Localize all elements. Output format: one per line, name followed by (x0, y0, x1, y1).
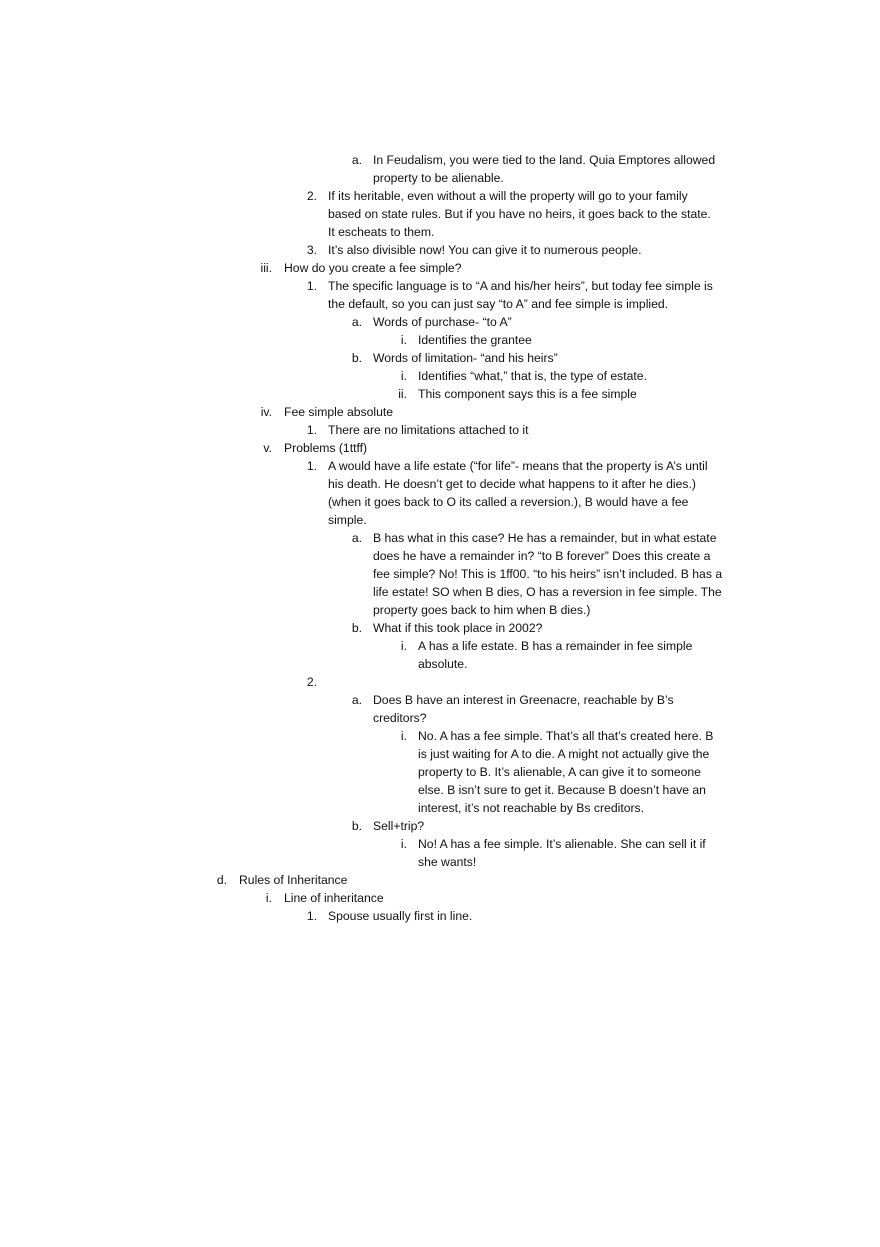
list-marker: iii. (260, 261, 272, 275)
outline-item (0, 529, 880, 619)
list-marker: a. (351, 153, 362, 167)
item-text-line: A has a life estate. B has a remainder in fee simple (418, 639, 693, 653)
item-text-line: she wants! (418, 855, 477, 869)
item-text-line: Words of purchase- “to A” (373, 315, 512, 329)
item-text-line: interest, it’s not reachable by Bs creditors. (418, 801, 645, 815)
outline-item (0, 421, 880, 439)
list-marker: i. (400, 639, 407, 653)
item-text-line: the default, so you can just say “to A” and fee simple is implied. (328, 297, 669, 311)
item-text-line: There are no limitations attached to it (328, 423, 529, 437)
item-text-line: property to be alienable. (373, 171, 504, 185)
item-text-line: It’s also divisible now! You can give it to numerous people. (328, 243, 642, 257)
outline-item (0, 385, 880, 403)
list-marker: 1. (306, 459, 317, 473)
outline-item (0, 331, 880, 349)
list-marker: d. (216, 873, 227, 887)
list-marker: b. (351, 621, 362, 635)
item-text-line: It escheats to them. (328, 225, 435, 239)
item-text-line: property to B. It’s alienable, A can give it to someone (418, 765, 701, 779)
item-text-line: Spouse usually first in line. (328, 909, 473, 923)
item-text-line: property goes back to him when B dies.) (373, 603, 591, 617)
outline-item (0, 403, 880, 421)
item-text-line: life estate! SO when B dies, O has a reversion in fee simple. The (373, 585, 722, 599)
list-marker: a. (351, 531, 362, 545)
item-text-line: else. B isn’t sure to get it. Because B doesn’t have an (418, 783, 706, 797)
item-text-line: This component says this is a fee simple (418, 387, 637, 401)
outline-item (0, 313, 880, 331)
list-marker: i. (400, 333, 407, 347)
item-text-line: Does B have an interest in Greenacre, reachable by B’s (373, 693, 674, 707)
list-marker: b. (351, 351, 362, 365)
item-text-line: B has what in this case? He has a remainder, but in what estate (373, 531, 717, 545)
list-marker: a. (351, 693, 362, 707)
outline-item (0, 457, 880, 529)
outline-item (0, 349, 880, 367)
outline-item (0, 277, 880, 313)
list-marker: v. (263, 441, 272, 455)
item-text-line: Identifies the grantee (418, 333, 532, 347)
item-text-line: Identifies “what,” that is, the type of estate. (418, 369, 647, 383)
item-text-line: In Feudalism, you were tied to the land. Quia Emptores allowed (373, 153, 716, 167)
outline-item (0, 907, 880, 925)
list-marker: 1. (306, 423, 317, 437)
outline-item (0, 259, 880, 277)
list-marker: iv. (260, 405, 272, 419)
item-text-line: A would have a life estate (“for life”- means that the property is A’s until (328, 459, 708, 473)
list-marker: i. (265, 891, 272, 905)
item-text-line: Sell+trip? (373, 819, 425, 833)
outline-item (0, 637, 880, 673)
item-text-line: his death. He doesn’t get to decide what happens to it after he dies.) (328, 477, 696, 491)
list-marker: ii. (398, 387, 407, 401)
item-text-line: does he have a remainder in? “to B forever” Does this create a (373, 549, 711, 563)
item-text-line: No! A has a fee simple. It’s alienable. She can sell it if (418, 837, 706, 851)
item-text-line: creditors? (373, 711, 427, 725)
list-marker: 3. (306, 243, 317, 257)
outline-item (0, 151, 880, 187)
list-marker: i. (400, 369, 407, 383)
list-marker: i. (400, 837, 407, 851)
list-marker: i. (400, 729, 407, 743)
item-text-line: Fee simple absolute (284, 405, 394, 419)
outline-item (0, 619, 880, 637)
outline-item (0, 673, 880, 691)
outline-item (0, 817, 880, 835)
item-text-line: No. A has a fee simple. That’s all that’s created here. B (418, 729, 714, 743)
list-marker: 1. (306, 279, 317, 293)
outline-item (0, 241, 880, 259)
item-text-line: How do you create a fee simple? (284, 261, 462, 275)
outline-item (0, 187, 880, 241)
outline-item (0, 691, 880, 727)
item-text-line: Words of limitation- “and his heirs” (373, 351, 558, 365)
item-text-line: simple. (328, 513, 367, 527)
item-text-line: If its heritable, even without a will the property will go to your family (328, 189, 688, 203)
item-text-line: Problems (1ttff) (284, 441, 368, 455)
item-text-line: fee simple? No! This is 1ff00. “to his heirs” isn’t included. B has a (373, 567, 723, 581)
item-text-line: (when it goes back to O its called a reversion.), B would have a fee (328, 495, 689, 509)
outline-item (0, 727, 880, 817)
outline-item (0, 835, 880, 871)
outline-item (0, 367, 880, 385)
item-text-line: Rules of Inheritance (239, 873, 348, 887)
list-marker: 2. (306, 189, 317, 203)
item-text-line: absolute. (418, 657, 468, 671)
item-text-line: What if this took place in 2002? (373, 621, 543, 635)
outline-item (0, 439, 880, 457)
list-marker: 2. (306, 675, 317, 689)
outline-item (0, 871, 880, 889)
item-text-line: Line of inheritance (284, 891, 384, 905)
outline-item (0, 889, 880, 907)
list-marker: b. (351, 819, 362, 833)
list-marker: a. (351, 315, 362, 329)
item-text-line: based on state rules. But if you have no heirs, it goes back to the state. (328, 207, 711, 221)
item-text-line: is just waiting for A to die. A might not actually give the (418, 747, 710, 761)
list-marker: 1. (306, 909, 317, 923)
item-text-line: The specific language is to “A and his/her heirs”, but today fee simple is (328, 279, 713, 293)
